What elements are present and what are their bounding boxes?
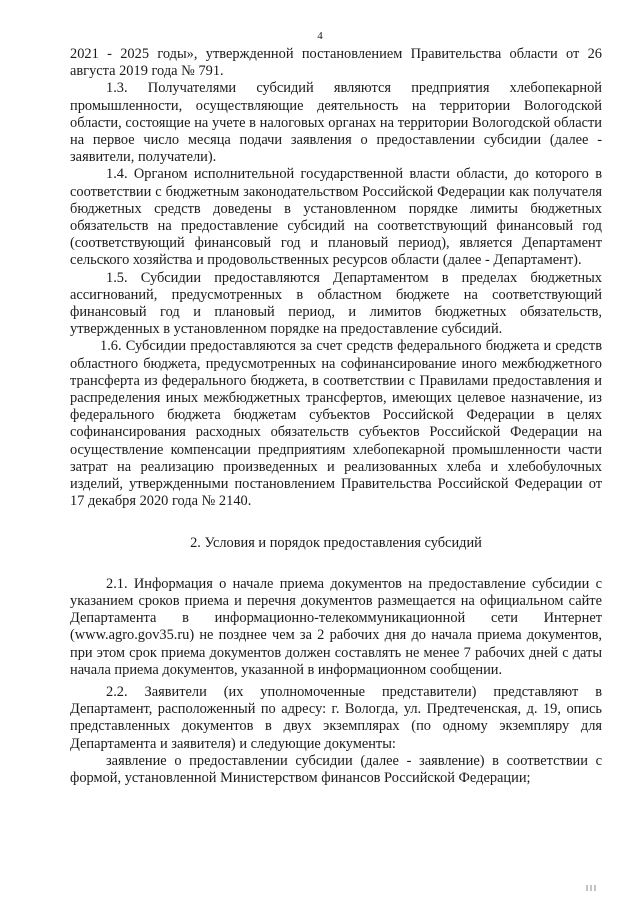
section-heading: 2. Условия и порядок предоставления субсидий <box>190 535 482 552</box>
paragraph-continuation: 2021 - 2025 годы», утвержденной постановлением Правительства области от 26 августа 2019 года № 791. <box>70 46 602 80</box>
paragraph-2-1: 2.1. Информация о начале приема документов на предоставление субсидии с указанием сроков приема и перечня документов размещается на официальном сайте Департамента в информационно-телекоммуникационной сети Интернет (www.agro.gov35.ru) не позднее чем за 2 рабочих дня до начала приема документов, при этом срок приема документов должен составлять не менее 7 рабочих дней с даты начала приема документов, указанной в информационном сообщении. <box>70 575 602 678</box>
paragraph-1-3: 1.3. Получателями субсидий являются предприятия хлебопекарной промышленности, осуществляющие деятельность на территории Вологодской области, состоящие на учете в налоговых органах на территории Вологодской области на первое число месяца подачи заявления о предоставлении субсидии (далее - заявители, получатели). <box>70 80 602 166</box>
scan-mark-graphic <box>586 885 600 891</box>
paragraph-1-6: 1.6. Субсидии предоставляются за счет средств федерального бюджета и средств областного бюджета, предусмотренных на софинансирование иного межбюджетного трансферта из федерального бюджета, в соответствии с Правилами предоставления и распределения иных межбюджетных трансфертов, имеющих целевое назначение, из федерального бюджета бюджетам субъектов Российской Федерации в целях софинансирования расходных обязательств субъектов Российской Федерации на осуществление компенсации предприятиям хлебопекарной промышленности части затрат на реализацию произведенных и реализованных хлеба и хлебобулочных изделий, утвержденными постановлением Правительства Российской Федерации от 17 декабря 2020 года № 2140. <box>70 338 602 510</box>
page-number: 4 <box>317 30 323 42</box>
scan-mark <box>586 884 600 893</box>
paragraph-application-item: заявление о предоставлении субсидии (далее - заявление) в соответствии с формой, установленной Министерством финансов Российской Федерации; <box>70 752 602 786</box>
document-body <box>70 46 602 787</box>
paragraph-1-4: 1.4. Органом исполнительной государственной власти области, до которого в соответствии с бюджетным законодательством Российской Федерации как получателя бюджетных средств доведены в установленном порядке лимиты бюджетных обязательств на предоставление субсидий на соответствующий финансовый год (соответствующий финансовый год и плановый период), является Департамент сельского хозяйства и продовольственных ресурсов области (далее - Департамент). <box>70 166 602 269</box>
paragraph-1-5: 1.5. Субсидии предоставляются Департаментом в пределах бюджетных ассигнований, предусмотренных в областном бюджете на соответствующий финансовый год и плановый период, и лимитов бюджетных обязательств, утвержденных в установленном порядке на предоставление субсидий. <box>70 269 602 338</box>
paragraph-2-2: 2.2. Заявители (их уполномоченные представители) представляют в Департамент, расположенный по адресу: г. Вологда, ул. Предтеченская, д. 19, опись представленных документов в двух экземплярах (по одному экземпляру для Департамента и заявителя) и следующие документы: <box>70 683 602 752</box>
